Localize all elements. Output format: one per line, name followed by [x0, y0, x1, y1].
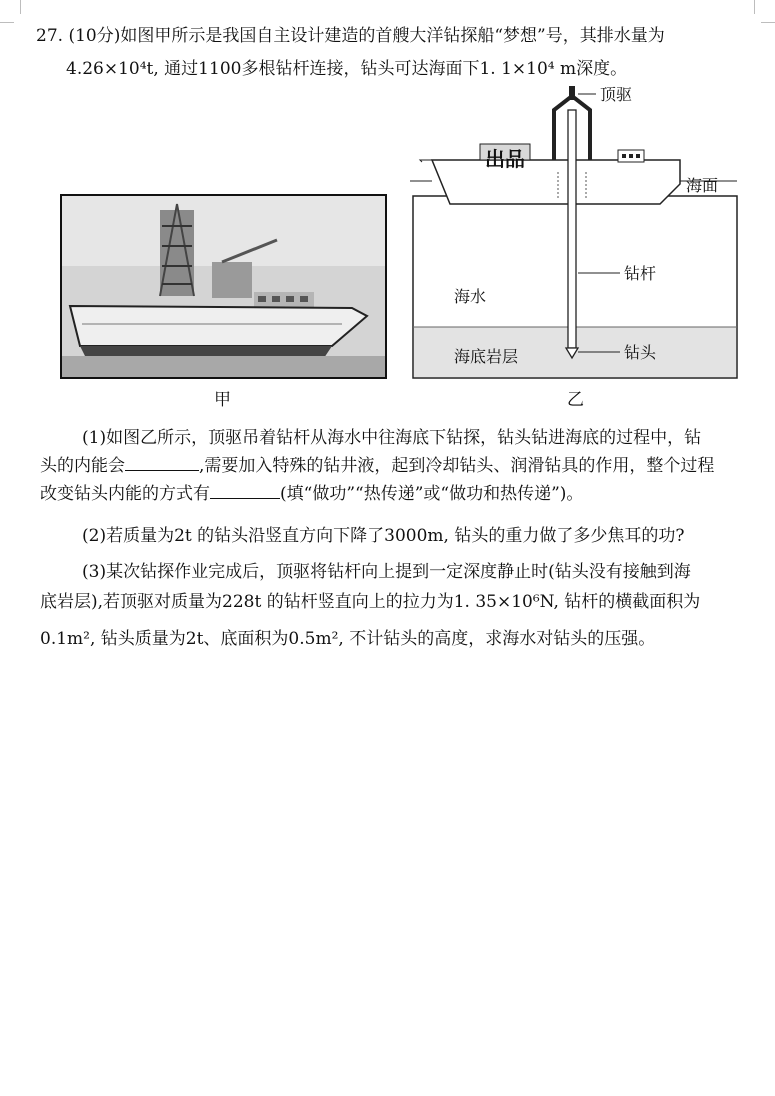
ship-photo: [60, 194, 387, 379]
seabed-label: 海底岩层: [454, 347, 519, 366]
drill-rod: [568, 110, 576, 348]
part-3-line-1: (3)某次钻探作业完成后，顶驱将钻杆向上提到一定深度静止时(钻头没有接触到海: [82, 562, 691, 582]
question-stem-line-2: 4.26×10⁴t, 通过1100多根钻杆连接，钻头可达海面下1. 1×10⁴ m深度。: [66, 59, 628, 79]
figure-caption-jia: 甲: [214, 390, 231, 410]
part-3-line-3: 0.1m², 钻头质量为2t、底面积为0.5m², 不计钻头的高度，求海水对钻头的压强。: [40, 629, 656, 649]
part-2: (2)若质量为2t 的钻头沿竖直方向下降了3000m, 钻头的重力做了多少焦耳的功?: [82, 526, 685, 546]
corner-mark-top-right-v: [754, 0, 755, 14]
ship-text: 出品: [485, 147, 525, 171]
part-1-line-3-start: 改变钻头内能的方式有: [40, 484, 210, 504]
figure-caption-yi: 乙: [567, 390, 584, 410]
part-1-line-3: [40, 482, 583, 506]
corner-mark-top-left-v: [20, 0, 21, 14]
part-1-line-2-start: 头的内能会: [40, 456, 125, 476]
part-1-line-2: [40, 454, 714, 478]
part-3-line-2: 底岩层),若顶驱对质量为228t 的钻杆竖直向上的拉力为1. 35×10⁶N, 钻杆的横截面积为: [40, 592, 701, 612]
question-stem-line-1: 27. (10分)如图甲所示是我国自主设计建造的首艘大洋钻探船“梦想”号，其排水量为: [36, 26, 665, 46]
ship-photo-illustration: [62, 196, 385, 377]
ship-hull: [432, 160, 680, 204]
answer-blank-1[interactable]: [125, 454, 199, 471]
drill-rod-label: 钻杆: [624, 264, 657, 283]
top-drive: [569, 86, 575, 100]
drill-bit-label: 钻头: [624, 343, 657, 362]
corner-mark-top-left-h: [0, 22, 14, 23]
drilling-diagram: [410, 82, 740, 382]
part-1-line-3-end: (填“做功”“热传递”或“做功和热传递”)。: [280, 484, 584, 504]
part-1-line-2-end: ,需要加入特殊的钻井液，起到冷却钻头、润滑钻具的作用，整个过程: [199, 456, 715, 476]
part-1-line-1: (1)如图乙所示，顶驱吊着钻杆从海水中往海底下钻探，钻头钻进海底的过程中，钻: [82, 428, 702, 448]
corner-mark-top-right-h: [761, 22, 775, 23]
answer-blank-2[interactable]: [210, 482, 280, 499]
sea-surface-label: 海面: [686, 176, 719, 195]
top-drive-label: 顶驱: [600, 85, 633, 104]
seawater-label: 海水: [454, 287, 487, 306]
